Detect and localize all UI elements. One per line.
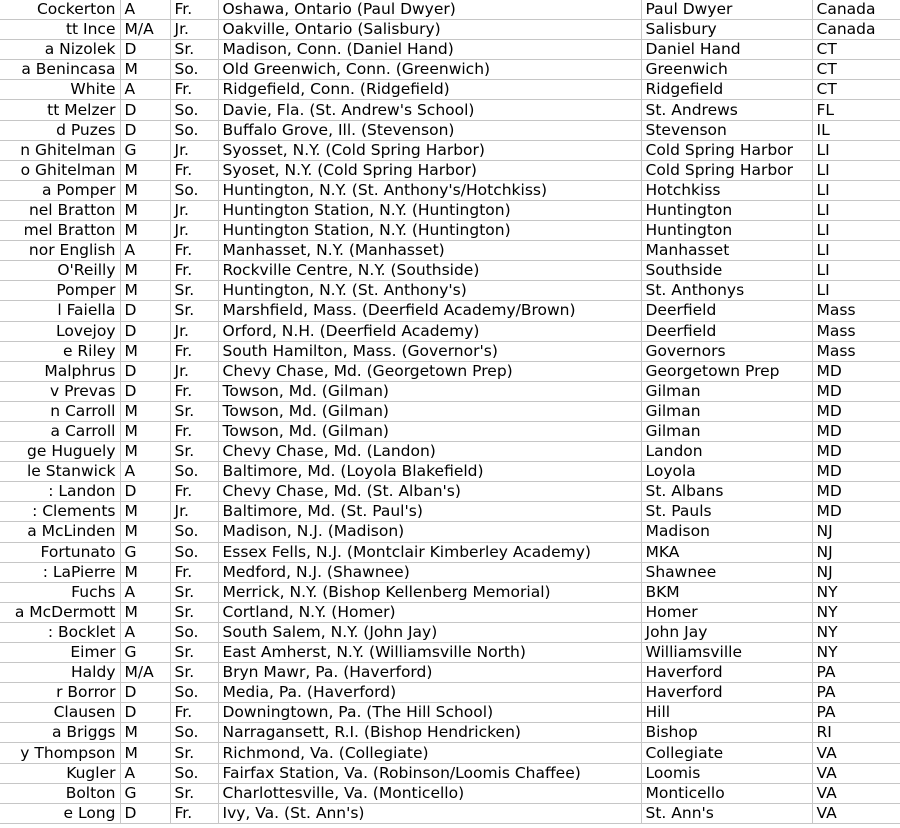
player-name-cell[interactable]: n Carroll: [0, 401, 120, 421]
hometown-cell[interactable]: Medford, N.J. (Shawnee): [218, 562, 641, 582]
high-school-cell[interactable]: Monticello: [641, 783, 812, 803]
position-cell[interactable]: A: [120, 0, 170, 20]
hometown-cell[interactable]: Syosset, N.Y. (Cold Spring Harbor): [218, 140, 641, 160]
player-name-cell[interactable]: a McLinden: [0, 522, 120, 542]
player-name-cell[interactable]: Pomper: [0, 281, 120, 301]
table-row: [0, 180, 900, 200]
state-cell[interactable]: NJ: [812, 542, 900, 562]
player-name-cell[interactable]: : Clements: [0, 502, 120, 522]
hometown-cell[interactable]: Oakville, Ontario (Salisbury): [218, 20, 641, 40]
state-cell[interactable]: IL: [812, 120, 900, 140]
state-cell[interactable]: VA: [812, 763, 900, 783]
position-cell[interactable]: A: [120, 241, 170, 261]
hometown-cell[interactable]: Downingtown, Pa. (The Hill School): [218, 703, 641, 723]
class-year-cell[interactable]: So.: [170, 462, 218, 482]
class-year-cell[interactable]: Sr.: [170, 301, 218, 321]
hometown-cell[interactable]: Chevy Chase, Md. (Landon): [218, 442, 641, 462]
state-cell[interactable]: NY: [812, 643, 900, 663]
state-cell[interactable]: LI: [812, 281, 900, 301]
state-cell[interactable]: MD: [812, 462, 900, 482]
position-cell[interactable]: M: [120, 421, 170, 441]
position-cell[interactable]: G: [120, 542, 170, 562]
high-school-cell[interactable]: St. Pauls: [641, 502, 812, 522]
player-name-cell[interactable]: y Thompson: [0, 743, 120, 763]
player-name-cell[interactable]: le Stanwick: [0, 462, 120, 482]
class-year-cell[interactable]: Sr.: [170, 743, 218, 763]
state-cell[interactable]: PA: [812, 703, 900, 723]
state-cell[interactable]: LI: [812, 261, 900, 281]
position-cell[interactable]: D: [120, 683, 170, 703]
high-school-cell[interactable]: MKA: [641, 542, 812, 562]
hometown-cell[interactable]: Madison, N.J. (Madison): [218, 522, 641, 542]
player-name-cell[interactable]: d Puzes: [0, 120, 120, 140]
player-name-cell[interactable]: e Riley: [0, 341, 120, 361]
high-school-cell[interactable]: Huntington: [641, 200, 812, 220]
player-name-cell[interactable]: Fortunato: [0, 542, 120, 562]
hometown-cell[interactable]: Baltimore, Md. (St. Paul's): [218, 502, 641, 522]
table-row: [0, 241, 900, 261]
class-year-cell[interactable]: So.: [170, 763, 218, 783]
state-cell[interactable]: LI: [812, 180, 900, 200]
hometown-cell[interactable]: Manhasset, N.Y. (Manhasset): [218, 241, 641, 261]
class-year-cell[interactable]: Fr.: [170, 803, 218, 823]
hometown-cell[interactable]: Richmond, Va. (Collegiate): [218, 743, 641, 763]
state-cell[interactable]: MD: [812, 401, 900, 421]
player-name-cell[interactable]: a McDermott: [0, 602, 120, 622]
class-year-cell[interactable]: Fr.: [170, 562, 218, 582]
hometown-cell[interactable]: Syoset, N.Y. (Cold Spring Harbor): [218, 160, 641, 180]
position-cell[interactable]: M: [120, 60, 170, 80]
high-school-cell[interactable]: Williamsville: [641, 643, 812, 663]
hometown-cell[interactable]: Rockville Centre, N.Y. (Southside): [218, 261, 641, 281]
player-name-cell[interactable]: a Benincasa: [0, 60, 120, 80]
position-cell[interactable]: M: [120, 221, 170, 241]
state-cell[interactable]: LI: [812, 200, 900, 220]
table-row: [0, 421, 900, 441]
table-row: [0, 100, 900, 120]
high-school-cell[interactable]: Georgetown Prep: [641, 361, 812, 381]
hometown-cell[interactable]: Huntington, N.Y. (St. Anthony's): [218, 281, 641, 301]
hometown-cell[interactable]: Buffalo Grove, Ill. (Stevenson): [218, 120, 641, 140]
high-school-cell[interactable]: Loyola: [641, 462, 812, 482]
class-year-cell[interactable]: So.: [170, 522, 218, 542]
hometown-cell[interactable]: Narragansett, R.I. (Bishop Hendricken): [218, 723, 641, 743]
position-cell[interactable]: M: [120, 401, 170, 421]
table-row: [0, 442, 900, 462]
hometown-cell[interactable]: Oshawa, Ontario (Paul Dwyer): [218, 0, 641, 20]
class-year-cell[interactable]: Jr.: [170, 20, 218, 40]
position-cell[interactable]: M/A: [120, 663, 170, 683]
table-row: [0, 522, 900, 542]
high-school-cell[interactable]: Paul Dwyer: [641, 0, 812, 20]
player-name-cell[interactable]: a Briggs: [0, 723, 120, 743]
high-school-cell[interactable]: Hotchkiss: [641, 180, 812, 200]
table-row: [0, 261, 900, 281]
high-school-cell[interactable]: Bishop: [641, 723, 812, 743]
class-year-cell[interactable]: Sr.: [170, 40, 218, 60]
class-year-cell[interactable]: Fr.: [170, 482, 218, 502]
player-name-cell[interactable]: e Long: [0, 803, 120, 823]
table-row: [0, 743, 900, 763]
hometown-cell[interactable]: Baltimore, Md. (Loyola Blakefield): [218, 462, 641, 482]
player-name-cell[interactable]: r Borror: [0, 683, 120, 703]
table-row: [0, 763, 900, 783]
position-cell[interactable]: D: [120, 100, 170, 120]
player-name-cell[interactable]: o Ghitelman: [0, 160, 120, 180]
state-cell[interactable]: MD: [812, 361, 900, 381]
player-name-cell[interactable]: Lovejoy: [0, 321, 120, 341]
position-cell[interactable]: D: [120, 703, 170, 723]
hometown-cell[interactable]: East Amherst, N.Y. (Williamsville North): [218, 643, 641, 663]
class-year-cell[interactable]: Fr.: [170, 241, 218, 261]
high-school-cell[interactable]: Haverford: [641, 663, 812, 683]
position-cell[interactable]: M: [120, 180, 170, 200]
position-cell[interactable]: M: [120, 602, 170, 622]
position-cell[interactable]: M: [120, 723, 170, 743]
class-year-cell[interactable]: Sr.: [170, 442, 218, 462]
table-row: [0, 221, 900, 241]
class-year-cell[interactable]: So.: [170, 622, 218, 642]
hometown-cell[interactable]: Ridgefield, Conn. (Ridgefield): [218, 80, 641, 100]
position-cell[interactable]: A: [120, 622, 170, 642]
state-cell[interactable]: MD: [812, 502, 900, 522]
state-cell[interactable]: VA: [812, 743, 900, 763]
state-cell[interactable]: PA: [812, 683, 900, 703]
state-cell[interactable]: CT: [812, 80, 900, 100]
state-cell[interactable]: LI: [812, 140, 900, 160]
table-row: [0, 20, 900, 40]
position-cell[interactable]: M: [120, 341, 170, 361]
high-school-cell[interactable]: Gilman: [641, 381, 812, 401]
high-school-cell[interactable]: Greenwich: [641, 60, 812, 80]
state-cell[interactable]: LI: [812, 221, 900, 241]
state-cell[interactable]: MD: [812, 421, 900, 441]
high-school-cell[interactable]: Cold Spring Harbor: [641, 140, 812, 160]
table-row: [0, 381, 900, 401]
player-name-cell[interactable]: Bolton: [0, 783, 120, 803]
player-name-cell[interactable]: Eimer: [0, 643, 120, 663]
table-row: [0, 361, 900, 381]
hometown-cell[interactable]: Towson, Md. (Gilman): [218, 401, 641, 421]
position-cell[interactable]: A: [120, 582, 170, 602]
state-cell[interactable]: LI: [812, 160, 900, 180]
hometown-cell[interactable]: Huntington Station, N.Y. (Huntington): [218, 200, 641, 220]
class-year-cell[interactable]: Fr.: [170, 341, 218, 361]
hometown-cell[interactable]: Towson, Md. (Gilman): [218, 421, 641, 441]
table-row: [0, 723, 900, 743]
position-cell[interactable]: D: [120, 381, 170, 401]
class-year-cell[interactable]: Jr.: [170, 140, 218, 160]
high-school-cell[interactable]: Stevenson: [641, 120, 812, 140]
class-year-cell[interactable]: Fr.: [170, 160, 218, 180]
high-school-cell[interactable]: Collegiate: [641, 743, 812, 763]
high-school-cell[interactable]: Gilman: [641, 401, 812, 421]
class-year-cell[interactable]: Fr.: [170, 381, 218, 401]
state-cell[interactable]: PA: [812, 663, 900, 683]
high-school-cell[interactable]: St. Andrews: [641, 100, 812, 120]
hometown-cell[interactable]: Cortland, N.Y. (Homer): [218, 602, 641, 622]
position-cell[interactable]: M: [120, 160, 170, 180]
player-name-cell[interactable]: : Landon: [0, 482, 120, 502]
high-school-cell[interactable]: Haverford: [641, 683, 812, 703]
class-year-cell[interactable]: So.: [170, 60, 218, 80]
state-cell[interactable]: NY: [812, 622, 900, 642]
state-cell[interactable]: Mass: [812, 341, 900, 361]
high-school-cell[interactable]: John Jay: [641, 622, 812, 642]
position-cell[interactable]: D: [120, 120, 170, 140]
position-cell[interactable]: M/A: [120, 20, 170, 40]
position-cell[interactable]: D: [120, 803, 170, 823]
table-row: [0, 502, 900, 522]
state-cell[interactable]: NY: [812, 582, 900, 602]
state-cell[interactable]: FL: [812, 100, 900, 120]
player-name-cell[interactable]: mel Bratton: [0, 221, 120, 241]
position-cell[interactable]: A: [120, 462, 170, 482]
high-school-cell[interactable]: Cold Spring Harbor: [641, 160, 812, 180]
high-school-cell[interactable]: Southside: [641, 261, 812, 281]
table-row: [0, 120, 900, 140]
high-school-cell[interactable]: Loomis: [641, 763, 812, 783]
player-name-cell[interactable]: a Pomper: [0, 180, 120, 200]
table-row: [0, 60, 900, 80]
table-row: [0, 40, 900, 60]
table-row: [0, 643, 900, 663]
table-row: [0, 803, 900, 823]
player-name-cell[interactable]: a Carroll: [0, 421, 120, 441]
position-cell[interactable]: D: [120, 301, 170, 321]
player-name-cell[interactable]: v Prevas: [0, 381, 120, 401]
hometown-cell[interactable]: Ivy, Va. (St. Ann's): [218, 803, 641, 823]
position-cell[interactable]: M: [120, 502, 170, 522]
class-year-cell[interactable]: So.: [170, 180, 218, 200]
table-row: [0, 401, 900, 421]
table-row: [0, 0, 900, 20]
high-school-cell[interactable]: BKM: [641, 582, 812, 602]
class-year-cell[interactable]: Jr.: [170, 361, 218, 381]
hometown-cell[interactable]: Marshfield, Mass. (Deerfield Academy/Brown): [218, 301, 641, 321]
state-cell[interactable]: NJ: [812, 522, 900, 542]
table-row: [0, 341, 900, 361]
state-cell[interactable]: LI: [812, 241, 900, 261]
table-row: [0, 703, 900, 723]
table-row: [0, 663, 900, 683]
class-year-cell[interactable]: Jr.: [170, 502, 218, 522]
high-school-cell[interactable]: Governors: [641, 341, 812, 361]
high-school-cell[interactable]: St. Ann's: [641, 803, 812, 823]
table-row: [0, 683, 900, 703]
hometown-cell[interactable]: Chevy Chase, Md. (St. Alban's): [218, 482, 641, 502]
hometown-cell[interactable]: Huntington, N.Y. (St. Anthony's/Hotchkiss): [218, 180, 641, 200]
state-cell[interactable]: VA: [812, 783, 900, 803]
class-year-cell[interactable]: Fr.: [170, 0, 218, 20]
class-year-cell[interactable]: Jr.: [170, 321, 218, 341]
state-cell[interactable]: Canada: [812, 0, 900, 20]
player-name-cell[interactable]: tt Melzer: [0, 100, 120, 120]
high-school-cell[interactable]: St. Albans: [641, 482, 812, 502]
class-year-cell[interactable]: Jr.: [170, 200, 218, 220]
state-cell[interactable]: MD: [812, 482, 900, 502]
hometown-cell[interactable]: Orford, N.H. (Deerfield Academy): [218, 321, 641, 341]
position-cell[interactable]: M: [120, 200, 170, 220]
high-school-cell[interactable]: Gilman: [641, 421, 812, 441]
hometown-cell[interactable]: Madison, Conn. (Daniel Hand): [218, 40, 641, 60]
player-name-cell[interactable]: White: [0, 80, 120, 100]
player-name-cell[interactable]: a Nizolek: [0, 40, 120, 60]
position-cell[interactable]: M: [120, 281, 170, 301]
state-cell[interactable]: NY: [812, 602, 900, 622]
class-year-cell[interactable]: Sr.: [170, 783, 218, 803]
state-cell[interactable]: Mass: [812, 321, 900, 341]
high-school-cell[interactable]: Manhasset: [641, 241, 812, 261]
class-year-cell[interactable]: Fr.: [170, 261, 218, 281]
player-name-cell[interactable]: : Bocklet: [0, 622, 120, 642]
table-row: [0, 783, 900, 803]
player-name-cell[interactable]: n Ghitelman: [0, 140, 120, 160]
table-row: [0, 462, 900, 482]
class-year-cell[interactable]: Sr.: [170, 602, 218, 622]
table-row: [0, 622, 900, 642]
hometown-cell[interactable]: Bryn Mawr, Pa. (Haverford): [218, 663, 641, 683]
position-cell[interactable]: D: [120, 40, 170, 60]
table-row: [0, 140, 900, 160]
table-row: [0, 602, 900, 622]
player-name-cell[interactable]: Haldy: [0, 663, 120, 683]
state-cell[interactable]: VA: [812, 803, 900, 823]
hometown-cell[interactable]: Towson, Md. (Gilman): [218, 381, 641, 401]
class-year-cell[interactable]: Fr.: [170, 80, 218, 100]
high-school-cell[interactable]: Salisbury: [641, 20, 812, 40]
position-cell[interactable]: M: [120, 562, 170, 582]
table-row: [0, 281, 900, 301]
high-school-cell[interactable]: Shawnee: [641, 562, 812, 582]
state-cell[interactable]: MD: [812, 442, 900, 462]
class-year-cell[interactable]: So.: [170, 723, 218, 743]
high-school-cell[interactable]: Deerfield: [641, 301, 812, 321]
high-school-cell[interactable]: Homer: [641, 602, 812, 622]
high-school-cell[interactable]: Madison: [641, 522, 812, 542]
position-cell[interactable]: G: [120, 140, 170, 160]
hometown-cell[interactable]: Fairfax Station, Va. (Robinson/Loomis Chaffee): [218, 763, 641, 783]
class-year-cell[interactable]: So.: [170, 100, 218, 120]
table-row: [0, 160, 900, 180]
high-school-cell[interactable]: Hill: [641, 703, 812, 723]
class-year-cell[interactable]: So.: [170, 683, 218, 703]
high-school-cell[interactable]: Ridgefield: [641, 80, 812, 100]
table-row: [0, 582, 900, 602]
position-cell[interactable]: M: [120, 261, 170, 281]
state-cell[interactable]: CT: [812, 40, 900, 60]
position-cell[interactable]: M: [120, 522, 170, 542]
position-cell[interactable]: D: [120, 361, 170, 381]
player-name-cell[interactable]: Clausen: [0, 703, 120, 723]
position-cell[interactable]: M: [120, 442, 170, 462]
player-name-cell[interactable]: nor English: [0, 241, 120, 261]
player-name-cell[interactable]: : LaPierre: [0, 562, 120, 582]
state-cell[interactable]: Canada: [812, 20, 900, 40]
class-year-cell[interactable]: Jr.: [170, 221, 218, 241]
hometown-cell[interactable]: Huntington Station, N.Y. (Huntington): [218, 221, 641, 241]
player-name-cell[interactable]: Cockerton: [0, 0, 120, 20]
player-name-cell[interactable]: Kugler: [0, 763, 120, 783]
class-year-cell[interactable]: Fr.: [170, 421, 218, 441]
class-year-cell[interactable]: Sr.: [170, 663, 218, 683]
position-cell[interactable]: D: [120, 482, 170, 502]
class-year-cell[interactable]: Sr.: [170, 643, 218, 663]
player-name-cell[interactable]: l Faiella: [0, 301, 120, 321]
hometown-cell[interactable]: Chevy Chase, Md. (Georgetown Prep): [218, 361, 641, 381]
high-school-cell[interactable]: St. Anthonys: [641, 281, 812, 301]
high-school-cell[interactable]: Huntington: [641, 221, 812, 241]
table-row: [0, 200, 900, 220]
position-cell[interactable]: A: [120, 763, 170, 783]
high-school-cell[interactable]: Landon: [641, 442, 812, 462]
table-row: [0, 562, 900, 582]
state-cell[interactable]: CT: [812, 60, 900, 80]
player-name-cell[interactable]: ge Huguely: [0, 442, 120, 462]
class-year-cell[interactable]: Sr.: [170, 281, 218, 301]
table-row: [0, 542, 900, 562]
state-cell[interactable]: Mass: [812, 301, 900, 321]
table-row: [0, 301, 900, 321]
player-name-cell[interactable]: O'Reilly: [0, 261, 120, 281]
player-name-cell[interactable]: Fuchs: [0, 582, 120, 602]
table-row: [0, 321, 900, 341]
state-cell[interactable]: NJ: [812, 562, 900, 582]
player-name-cell[interactable]: Malphrus: [0, 361, 120, 381]
position-cell[interactable]: D: [120, 321, 170, 341]
class-year-cell[interactable]: Sr.: [170, 401, 218, 421]
hometown-cell[interactable]: South Hamilton, Mass. (Governor's): [218, 341, 641, 361]
class-year-cell[interactable]: Sr.: [170, 582, 218, 602]
hometown-cell[interactable]: Davie, Fla. (St. Andrew's School): [218, 100, 641, 120]
high-school-cell[interactable]: Daniel Hand: [641, 40, 812, 60]
class-year-cell[interactable]: So.: [170, 120, 218, 140]
position-cell[interactable]: G: [120, 643, 170, 663]
hometown-cell[interactable]: Media, Pa. (Haverford): [218, 683, 641, 703]
position-cell[interactable]: M: [120, 743, 170, 763]
hometown-cell[interactable]: Essex Fells, N.J. (Montclair Kimberley Academy): [218, 542, 641, 562]
class-year-cell[interactable]: Fr.: [170, 703, 218, 723]
hometown-cell[interactable]: Merrick, N.Y. (Bishop Kellenberg Memorial): [218, 582, 641, 602]
position-cell[interactable]: G: [120, 783, 170, 803]
state-cell[interactable]: MD: [812, 381, 900, 401]
player-name-cell[interactable]: nel Bratton: [0, 200, 120, 220]
table-row: [0, 80, 900, 100]
class-year-cell[interactable]: So.: [170, 542, 218, 562]
state-cell[interactable]: RI: [812, 723, 900, 743]
hometown-cell[interactable]: Charlottesville, Va. (Monticello): [218, 783, 641, 803]
player-name-cell[interactable]: tt Ince: [0, 20, 120, 40]
table-row: [0, 482, 900, 502]
position-cell[interactable]: A: [120, 80, 170, 100]
high-school-cell[interactable]: Deerfield: [641, 321, 812, 341]
hometown-cell[interactable]: Old Greenwich, Conn. (Greenwich): [218, 60, 641, 80]
hometown-cell[interactable]: South Salem, N.Y. (John Jay): [218, 622, 641, 642]
